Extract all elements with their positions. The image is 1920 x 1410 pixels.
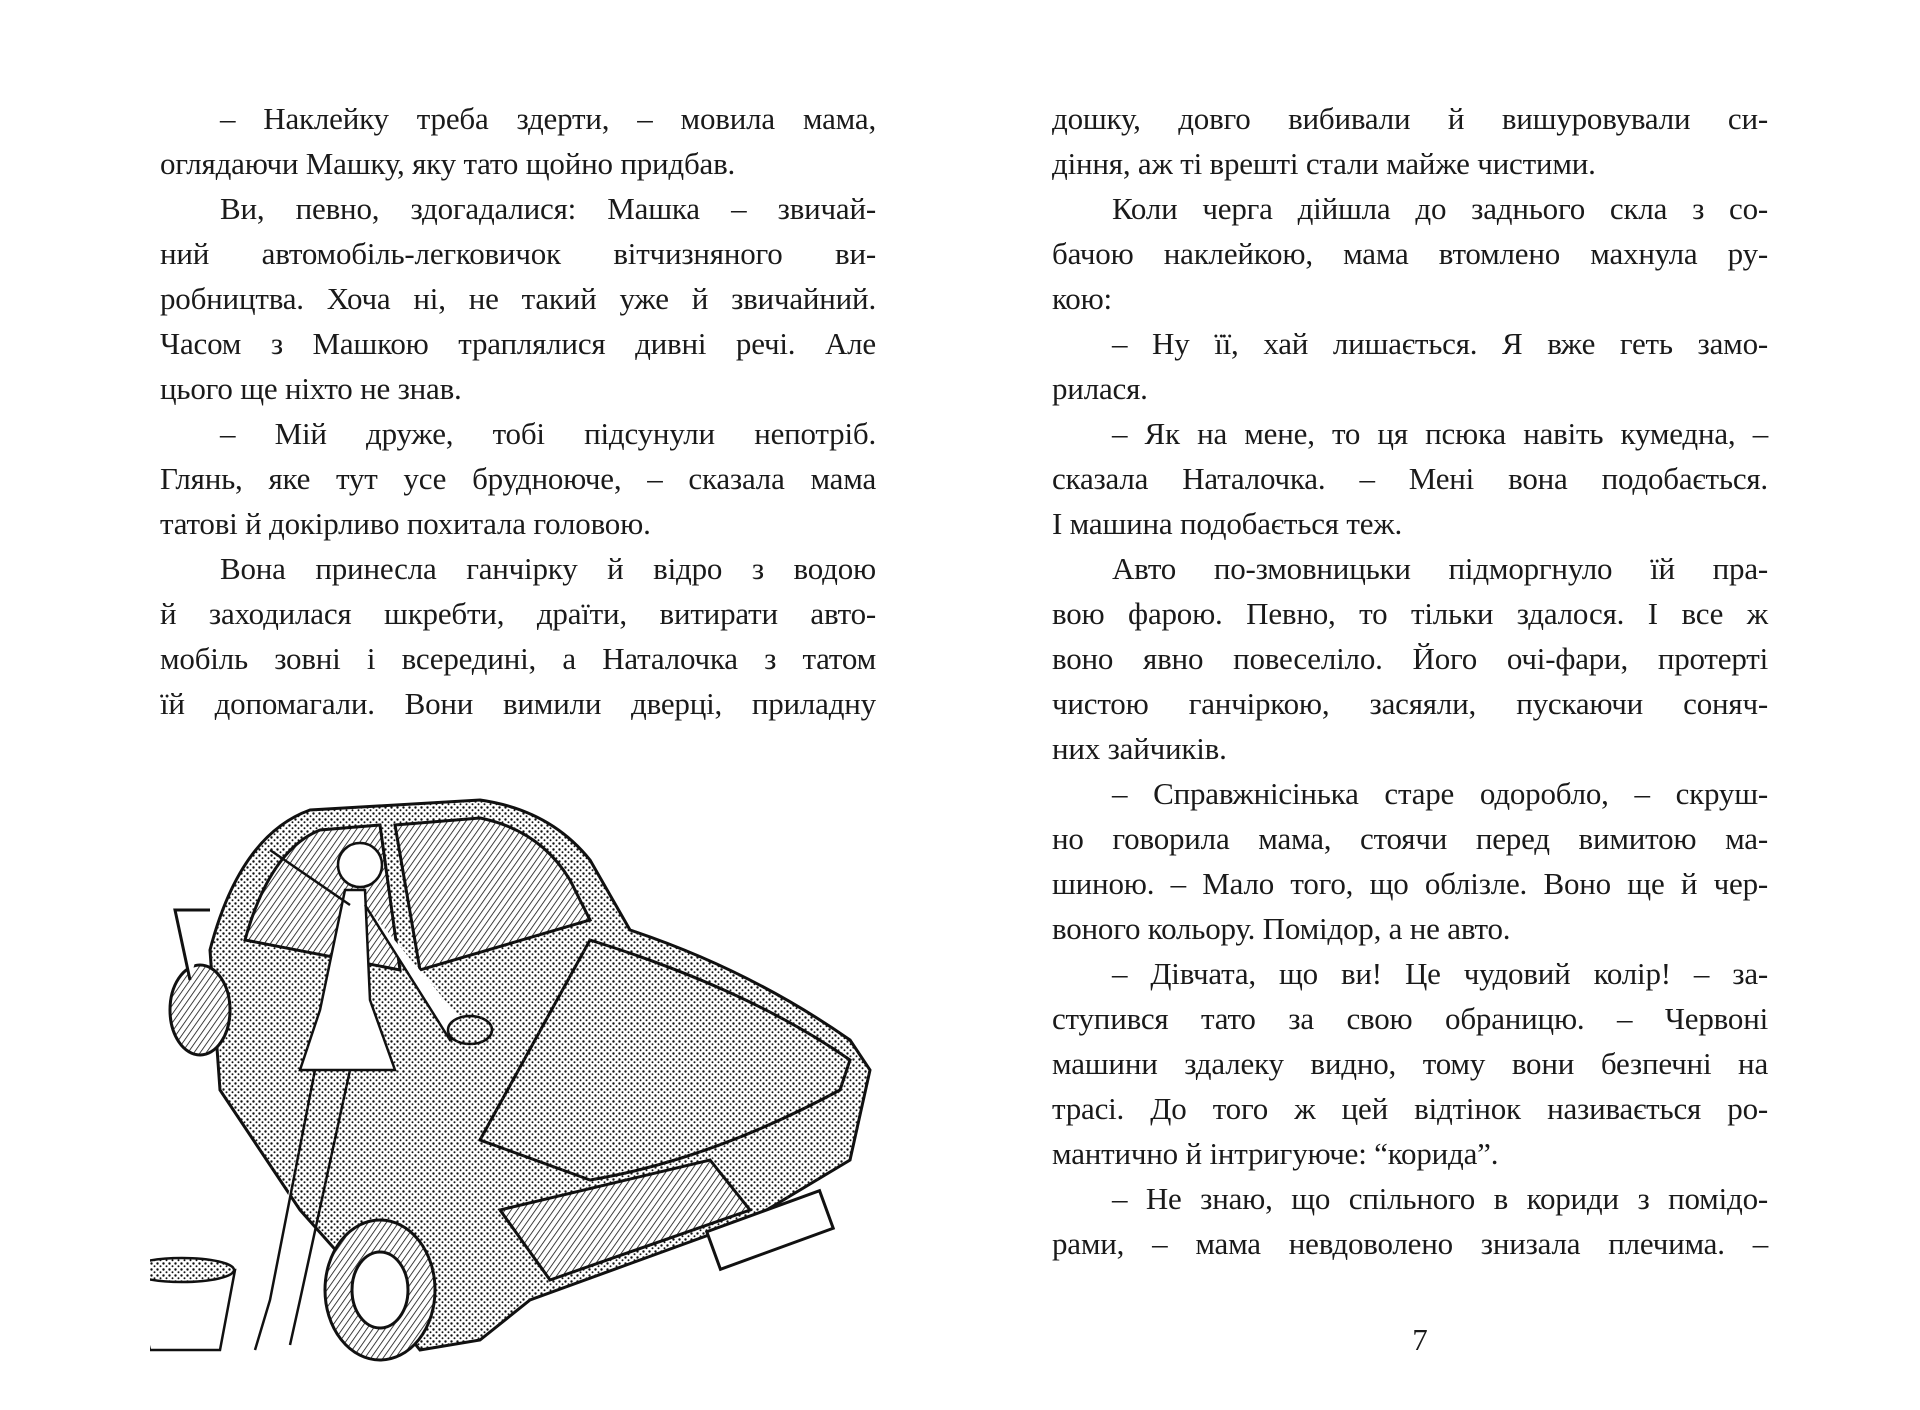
text-line [160, 681, 876, 726]
text-line-content: рилася. [1052, 371, 1148, 406]
text-line-content: Коли черга дійшла до заднього скла з со- [1112, 191, 1768, 226]
text-line-content: них зайчиків. [1052, 731, 1227, 766]
text-line-content: й заходилася шкребти, драїти, витирати авто- [160, 596, 876, 631]
text-line-content: рами, – мама невдоволено знизала плечима. – [1052, 1226, 1768, 1261]
text-line [1052, 996, 1768, 1041]
text-line [1052, 231, 1768, 276]
text-line [160, 321, 876, 366]
text-line [1052, 1176, 1768, 1221]
text-line-content: – Наклейку треба здерти, – мовила мама, [220, 101, 876, 136]
text-line [1052, 411, 1768, 456]
text-line [1052, 1131, 1768, 1176]
page-number: 7 [1412, 1322, 1428, 1357]
text-line [1052, 726, 1768, 771]
text-line-content: кою: [1052, 281, 1112, 316]
text-line [160, 591, 876, 636]
text-line [160, 141, 876, 186]
text-line-content: цього ще ніхто не знав. [160, 371, 462, 406]
text-line-content: мобіль зовні і всередині, а Наталочка з татом [160, 641, 876, 676]
text-line [1052, 546, 1768, 591]
text-line [1052, 141, 1768, 186]
text-line-content: мантично й інтригуюче: “корида”. [1052, 1136, 1499, 1171]
text-line [160, 411, 876, 456]
text-line-content: – Ну її, хай лишається. Я вже геть замо- [1112, 326, 1768, 361]
text-line [160, 456, 876, 501]
text-line [160, 366, 876, 411]
text-line [160, 501, 876, 546]
text-line-content: ний автомобіль-легковичок вітчизняного ви- [160, 236, 876, 271]
text-line [160, 231, 876, 276]
text-line-content: воного кольору. Помідор, а не авто. [1052, 911, 1511, 946]
car-washing-illustration [150, 740, 890, 1400]
text-line-content: – Справжнісінька старе одоробло, – скруш- [1112, 776, 1768, 811]
text-line-content: ступився тато за свою обраницю. – Червоні [1052, 1001, 1768, 1036]
text-line-content: – Як на мене, то ця псюка навіть кумедна, – [1112, 416, 1768, 451]
text-line-content: воно явно повеселіло. Його очі-фари, протерті [1052, 641, 1768, 676]
text-line-content: – Не знаю, що спільного в кориди з помідо- [1112, 1181, 1768, 1216]
text-line [1052, 1086, 1768, 1131]
text-line-content: Ви, певно, здогадалися: Машка – звичай- [220, 191, 876, 226]
text-line [1052, 1041, 1768, 1086]
text-line-content: їй допомагали. Вони вимили дверці, приладну [160, 686, 876, 721]
text-line [1052, 186, 1768, 231]
text-line [1052, 321, 1768, 366]
text-line [1052, 816, 1768, 861]
text-line [160, 96, 876, 141]
text-line-content: татові й докірливо похитала головою. [160, 506, 651, 541]
right-column-text [1052, 96, 1768, 1266]
text-line [1052, 906, 1768, 951]
text-line [1052, 1221, 1768, 1266]
text-line-content: діння, аж ті врешті стали майже чистими. [1052, 146, 1596, 181]
text-line-content: чистою ганчіркою, засяяли, пускаючи соняч- [1052, 686, 1768, 721]
text-line [1052, 681, 1768, 726]
text-line-content: трасі. До того ж цей відтінок називається ро- [1052, 1091, 1768, 1126]
text-line [1052, 366, 1768, 411]
text-line-content: оглядаючи Машку, яку тато щойно придбав. [160, 146, 736, 181]
text-line [1052, 771, 1768, 816]
text-line [1052, 591, 1768, 636]
text-line [1052, 861, 1768, 906]
text-line-content: дошку, довго вибивали й вишуровували си- [1052, 101, 1768, 136]
text-line-content: Авто по-змовницьки підморгнуло їй пра- [1112, 551, 1768, 586]
text-line [1052, 501, 1768, 546]
text-line-content: – Дівчата, що ви! Це чудовий колір! – за- [1112, 956, 1768, 991]
text-line-content: но говорила мама, стоячи перед вимитою ма- [1052, 821, 1768, 856]
text-line [160, 636, 876, 681]
text-line-content: шиною. – Мало того, що облізле. Воно ще й чер- [1052, 866, 1768, 901]
text-line-content: І машина подобається теж. [1052, 506, 1403, 541]
left-column-text [160, 96, 876, 726]
text-line [1052, 276, 1768, 321]
text-line [160, 546, 876, 591]
text-line [160, 276, 876, 321]
bucket-drawing [150, 1258, 235, 1350]
text-line-content: бачою наклейкою, мама втомлено махнула ру- [1052, 236, 1768, 271]
text-line-content: Глянь, яке тут усе брудноюче, – сказала мама [160, 461, 876, 496]
text-line [160, 186, 876, 231]
text-line [1052, 951, 1768, 996]
text-line [1052, 456, 1768, 501]
text-line-content: – Мій друже, тобі підсунули непотріб. [220, 416, 876, 451]
text-line-content: сказала Наталочка. – Мені вона подобається. [1052, 461, 1768, 496]
text-line-content: робництва. Хоча ні, не такий уже й звичайний. [160, 281, 876, 316]
text-line [1052, 636, 1768, 681]
text-line [1052, 96, 1768, 141]
text-line-content: вою фарою. Певно, то тільки здалося. І все ж [1052, 596, 1768, 631]
text-line-content: Часом з Машкою траплялися дивні речі. Але [160, 326, 876, 361]
text-line-content: машини здалеку видно, тому вони безпечні на [1052, 1046, 1768, 1081]
text-line-content: Вона принесла ганчірку й відро з водою [220, 551, 876, 586]
